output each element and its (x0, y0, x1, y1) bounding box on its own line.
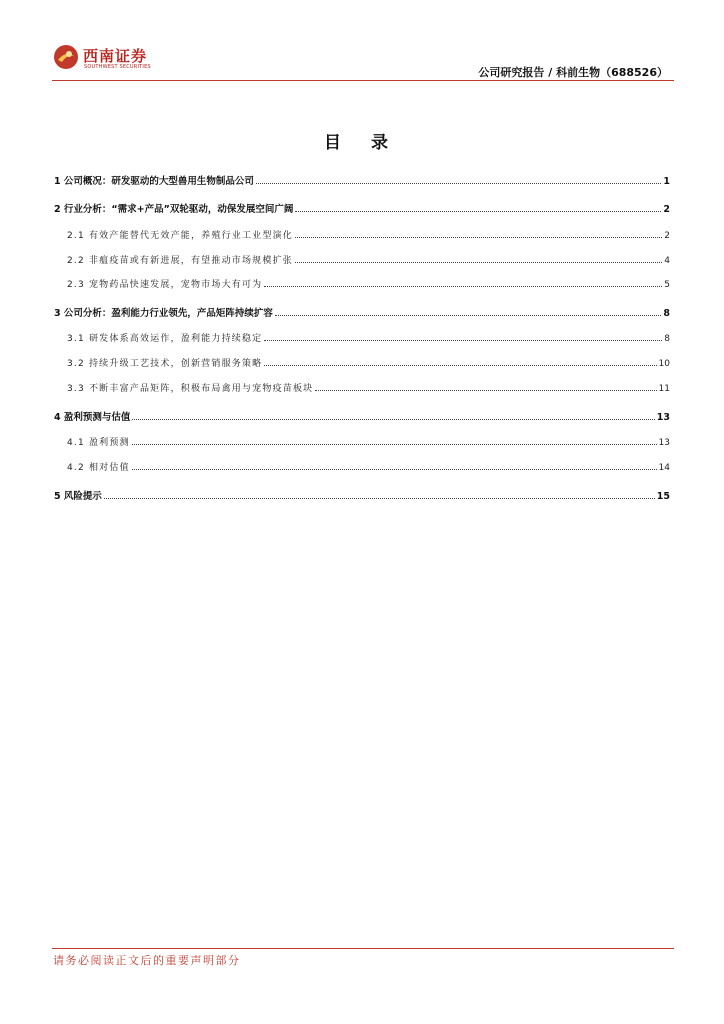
toc-entry[interactable] (67, 330, 670, 344)
toc-entry-page: 13 (658, 438, 670, 448)
header-divider (52, 80, 674, 81)
logo-chinese-name: 西南证券 (83, 47, 148, 65)
toc-entry-page: 8 (664, 334, 670, 344)
toc-entry-page: 8 (663, 308, 670, 319)
toc-entry[interactable] (67, 459, 670, 473)
toc-entry[interactable] (54, 305, 670, 319)
toc-entry-title: 4.1 盈利预测 (67, 438, 130, 448)
toc-entry[interactable] (67, 434, 670, 448)
toc-leader-dots (132, 419, 654, 420)
toc-leader-dots (256, 183, 661, 184)
toc-leader-dots (295, 262, 662, 263)
toc-leader-dots (132, 469, 657, 470)
logo-emblem-icon (53, 44, 79, 70)
toc-entry-title: 3.2 持续升级工艺技术，创新营销服务策略 (67, 359, 263, 369)
toc-entry[interactable] (67, 227, 670, 241)
toc-entry[interactable] (54, 409, 670, 423)
toc-entry-page: 2 (664, 231, 670, 241)
toc-entry[interactable] (67, 380, 670, 394)
toc-entry-title: 2.3 宠物药品快速发展，宠物市场大有可为 (67, 280, 263, 290)
toc-leader-dots (315, 390, 656, 391)
toc-entry[interactable] (54, 488, 670, 502)
toc-entry[interactable] (67, 276, 670, 290)
toc-entry-title: 5 风险提示 (54, 491, 102, 502)
toc-entry[interactable] (67, 252, 670, 266)
toc-entry-page: 1 (663, 176, 670, 187)
toc-entry-page: 5 (664, 280, 670, 290)
toc-entry[interactable] (54, 201, 670, 215)
toc-entry-title: 3.3 不断丰富产品矩阵，积极布局禽用与宠物疫苗板块 (67, 384, 314, 394)
toc-entry-title: 3 公司分析：盈利能力行业领先，产品矩阵持续扩容 (54, 308, 273, 319)
toc-entry-title: 2 行业分析：“需求+产品”双轮驱动，动保发展空间广阔 (54, 204, 294, 215)
report-label: 公司研究报告 / 科前生物（688526） (478, 66, 668, 79)
toc-entry[interactable] (67, 355, 670, 369)
toc-entry-page: 14 (658, 463, 670, 473)
toc-entry-page: 10 (658, 359, 670, 369)
company-logo (53, 44, 193, 74)
toc-entry-title: 4 盈利预测与估值 (54, 412, 131, 423)
toc-entry-title: 4.2 相对估值 (67, 463, 130, 473)
toc-entry-title: 2.2 非瘟疫苗或有新进展，有望推动市场规模扩张 (67, 256, 293, 266)
toc-leader-dots (264, 286, 662, 287)
footer-divider (52, 948, 674, 949)
toc-leader-dots (132, 444, 657, 445)
toc-entry-page: 4 (664, 256, 670, 266)
toc-entry-page: 11 (658, 384, 670, 394)
toc-entry-title: 3.1 研发体系高效运作，盈利能力持续稳定 (67, 334, 263, 344)
toc-leader-dots (295, 211, 661, 212)
toc-entry[interactable] (54, 173, 670, 187)
toc-entry-title: 2.1 有效产能替代无效产能，养殖行业工业型演化 (67, 231, 293, 241)
toc-leader-dots (295, 237, 662, 238)
toc-entry-page: 15 (656, 491, 670, 502)
toc-entry-page: 2 (663, 204, 670, 215)
logo-english-name: SOUTHWEST SECURITIES (84, 64, 151, 70)
toc-leader-dots (104, 498, 655, 499)
toc-leader-dots (264, 340, 662, 341)
toc-entry-page: 13 (656, 412, 670, 423)
toc-title: 目 录 (324, 133, 400, 153)
toc-entry-title: 1 公司概况：研发驱动的大型兽用生物制品公司 (54, 176, 254, 187)
toc-leader-dots (275, 315, 661, 316)
footer-disclaimer: 请务必阅读正文后的重要声明部分 (53, 954, 241, 967)
toc-leader-dots (264, 365, 656, 366)
